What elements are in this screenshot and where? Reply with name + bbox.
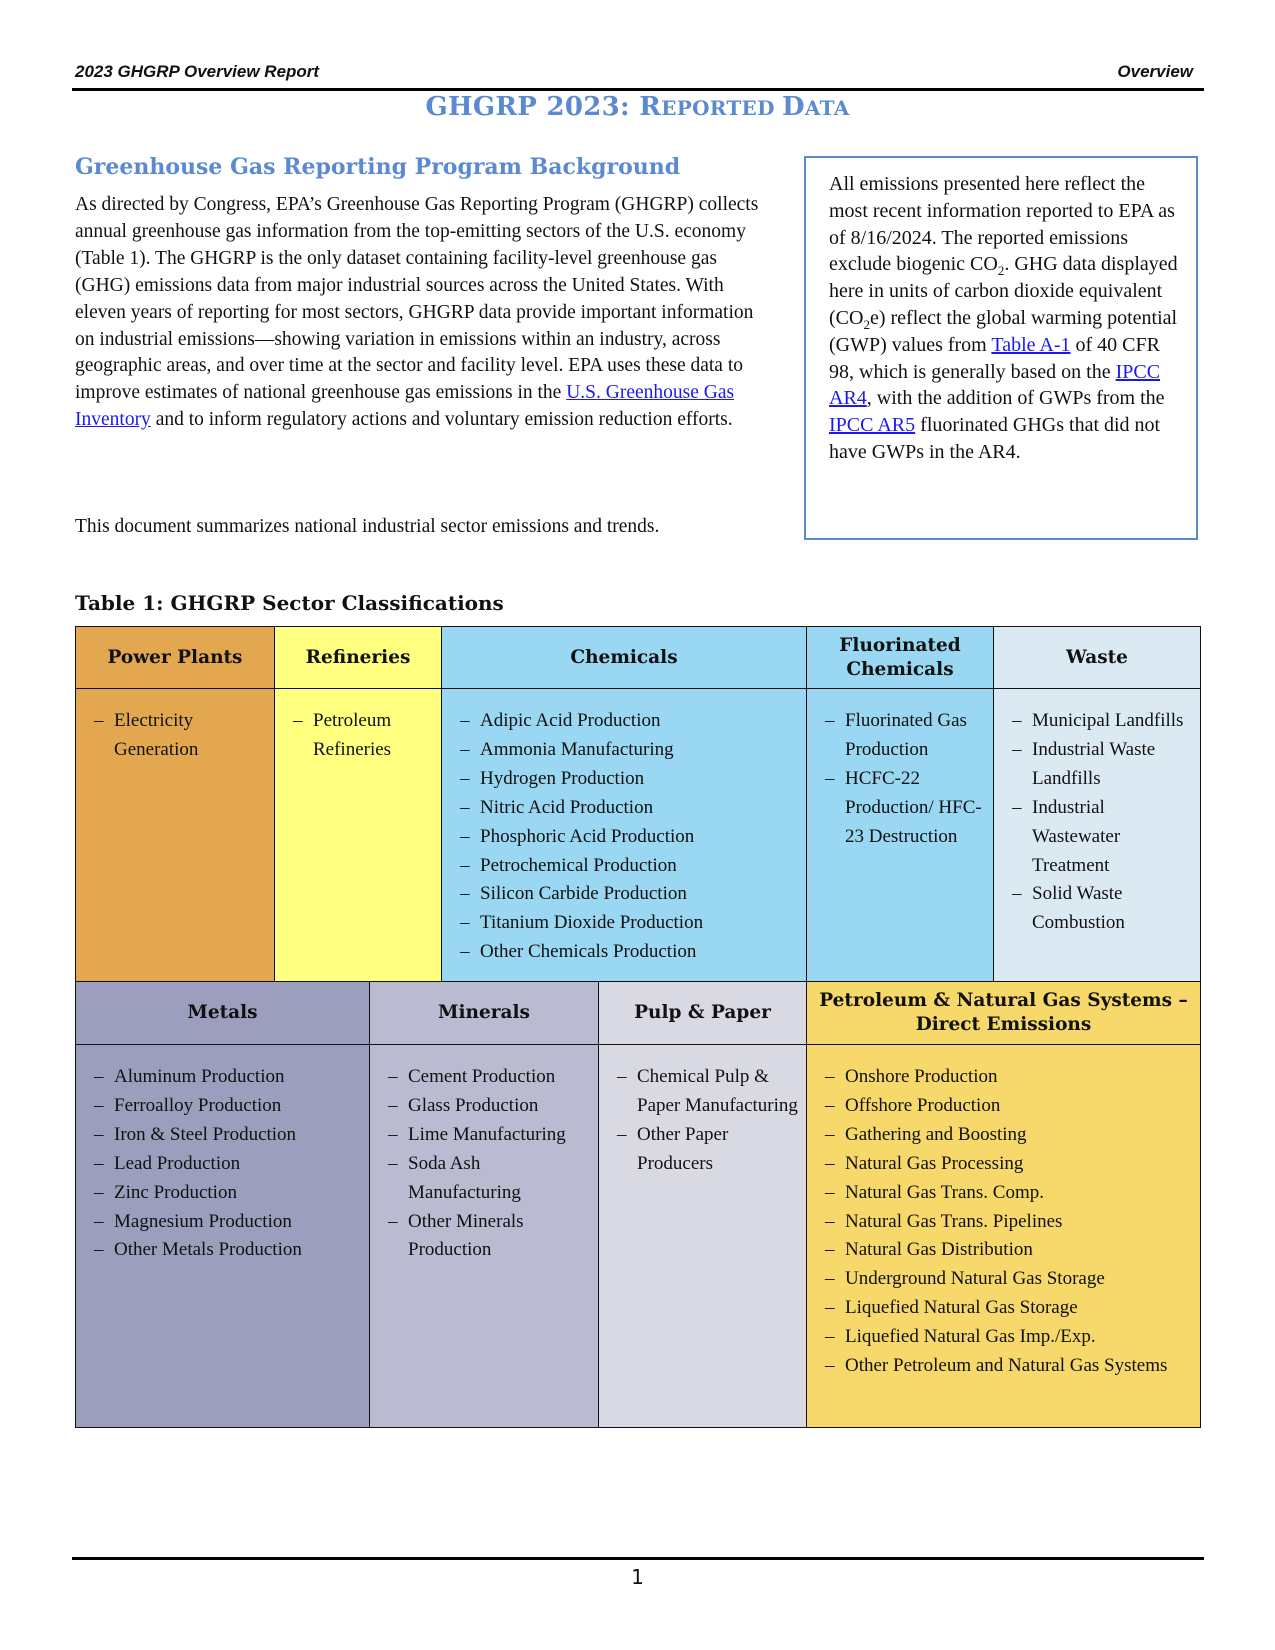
- subsector-item: – Zinc Production: [76, 1179, 363, 1208]
- sector-header-fluorinated: Fluorinated Chemicals: [806, 626, 994, 689]
- summary-paragraph: [75, 514, 775, 541]
- sector-body-metals: [75, 1044, 370, 1428]
- subsector-item: – Other Paper Producers: [599, 1121, 800, 1179]
- subsector-item: – Fluorinated Gas Production: [807, 707, 987, 765]
- ghg-inventory-link[interactable]: U.S. Greenhouse Gas Inventory: [75, 382, 735, 431]
- title-cap-r: R: [639, 92, 662, 122]
- page-number: 1: [631, 1565, 644, 1589]
- table-caption: Table 1: GHGRP Sector Classifications: [75, 591, 504, 615]
- subsector-list: [76, 1045, 369, 1265]
- subsector-item: – Lime Manufacturing: [370, 1121, 592, 1150]
- subsector-item: – Soda Ash Manufacturing: [370, 1150, 592, 1208]
- subsector-item: – Chemical Pulp & Paper Manufacturing: [599, 1063, 800, 1121]
- header-rule: [72, 88, 1204, 91]
- page-title: [0, 92, 1275, 122]
- subsector-item: – Onshore Production: [807, 1063, 1194, 1092]
- subsector-item: – Underground Natural Gas Storage: [807, 1265, 1194, 1294]
- subsector-item: – Electricity Generation: [76, 707, 268, 765]
- subsector-item: – Silicon Carbide Production: [442, 880, 800, 909]
- subsector-item: – Lead Production: [76, 1150, 363, 1179]
- subsector-item: – Liquefied Natural Gas Storage: [807, 1294, 1194, 1323]
- subsector-item: – Natural Gas Distribution: [807, 1236, 1194, 1265]
- title-smallcaps-1: EPORTED: [661, 96, 783, 120]
- subsector-item: – Solid Waste Combustion: [994, 880, 1194, 938]
- paragraph-text: This document summarizes national industrial sector emissions and trends.: [75, 516, 660, 537]
- sector-body-waste: [993, 688, 1201, 982]
- subsector-list: [807, 689, 993, 852]
- subsector-item: – Petroleum Refineries: [275, 707, 435, 765]
- subscript: 2: [863, 316, 870, 332]
- subsector-item: – Hydrogen Production: [442, 765, 800, 794]
- sector-header-minerals: Minerals: [369, 981, 599, 1045]
- subsector-item: – Natural Gas Trans. Comp.: [807, 1179, 1194, 1208]
- subsector-item: – Glass Production: [370, 1092, 592, 1121]
- sector-header-pulp: Pulp & Paper: [598, 981, 807, 1045]
- data-note-box: [804, 156, 1198, 540]
- subsector-item: – Other Minerals Production: [370, 1208, 592, 1266]
- note-text: All emissions presented here reflect the most recent information reported to EPA as of 8/16/2024. The reported emissions exclude biogenic CO: [829, 173, 1175, 276]
- sector-body-chemicals: [441, 688, 807, 982]
- subsector-list: [275, 689, 441, 765]
- subsector-list: [76, 689, 274, 765]
- background-paragraph: [75, 192, 775, 434]
- subsector-list: [994, 689, 1200, 938]
- subsector-item: – Offshore Production: [807, 1092, 1194, 1121]
- note-text: of 40 CFR 98, which is generally based on the: [829, 333, 1160, 383]
- sector-header-refineries: Refineries: [274, 626, 442, 689]
- subsector-item: – Ferroalloy Production: [76, 1092, 363, 1121]
- subsector-item: – Natural Gas Processing: [807, 1150, 1194, 1179]
- note-text: e) reflect the global warming potential (GWP) values from: [829, 306, 1178, 356]
- subscript: 2: [997, 263, 1005, 279]
- sector-body-fluorinated: [806, 688, 994, 982]
- subsector-item: – Aluminum Production: [76, 1063, 363, 1092]
- sector-body-refineries: [274, 688, 442, 982]
- sector-body-power: [75, 688, 275, 982]
- subsector-list: [442, 689, 806, 967]
- ipcc-ar4-link[interactable]: IPCC AR4: [829, 360, 1161, 410]
- subsector-item: – Magnesium Production: [76, 1208, 363, 1237]
- subsector-item: – Cement Production: [370, 1063, 592, 1092]
- subsector-list: [599, 1045, 806, 1179]
- subsector-item: – Natural Gas Trans. Pipelines: [807, 1208, 1194, 1237]
- subsector-list: [370, 1045, 598, 1265]
- note-text: , with the addition of GWPs from the: [866, 387, 1165, 410]
- subsector-item: – Titanium Dioxide Production: [442, 909, 800, 938]
- subsector-item: – Municipal Landfills: [994, 707, 1194, 736]
- title-cap-d: D: [782, 92, 805, 122]
- sector-body-minerals: [369, 1044, 599, 1428]
- report-name: 2023 GHGRP Overview Report: [75, 62, 320, 81]
- subsector-item: – Adipic Acid Production: [442, 707, 800, 736]
- section-heading: Greenhouse Gas Reporting Program Background: [75, 154, 681, 180]
- paragraph-text: As directed by Congress, EPA’s Greenhouse Gas Reporting Program (GHGRP) collects annual greenhouse gas information from the top-emitting sectors of the U.S. economy (Table 1). The GHGRP is the only dataset containing facility-level greenhouse gas (GHG) emissions data from major industrial sources across the United States. With eleven years of reporting for most sectors, GHGRP data provide important information on industrial emissions—showing variation in emissions within an industry, across geographic areas, and over time at the sector and facility level. EPA uses these data to improve estimates of national greenhouse gas emissions in the: [75, 194, 759, 404]
- title-prefix: GHGRP 2023:: [425, 92, 640, 122]
- subsector-item: – Nitric Acid Production: [442, 794, 800, 823]
- table-a1-link[interactable]: Table A-1: [991, 333, 1071, 356]
- subsector-item: – Ammonia Manufacturing: [442, 736, 800, 765]
- note-text: . GHG data displayed here in units of carbon dioxide equivalent (CO: [829, 253, 1178, 329]
- subsector-list: [807, 1045, 1200, 1381]
- subsector-item: – Other Petroleum and Natural Gas Systems: [807, 1352, 1194, 1381]
- subsector-item: – Phosphoric Acid Production: [442, 823, 800, 852]
- title-smallcaps-2: ATA: [804, 96, 850, 120]
- sector-header-petroleum: Petroleum & Natural Gas Systems – Direct Emissions: [806, 981, 1201, 1045]
- subsector-item: – Industrial Wastewater Treatment: [994, 794, 1194, 881]
- subsector-item: – Other Metals Production: [76, 1236, 363, 1265]
- sector-body-pulp: [598, 1044, 807, 1428]
- note-text: fluorinated GHGs that did not have GWPs in the AR4.: [829, 414, 1161, 463]
- subsector-item: – Iron & Steel Production: [76, 1121, 363, 1150]
- paragraph-text: and to inform regulatory actions and voluntary emission reduction efforts.: [150, 409, 733, 431]
- sector-body-petroleum: [806, 1044, 1201, 1428]
- subsector-item: – HCFC-22 Production/ HFC-23 Destruction: [807, 765, 987, 852]
- footer-rule: [72, 1557, 1204, 1560]
- subsector-item: – Other Chemicals Production: [442, 938, 800, 967]
- sector-header-power: Power Plants: [75, 626, 275, 689]
- sector-header-waste: Waste: [993, 626, 1201, 689]
- subsector-item: – Gathering and Boosting: [807, 1121, 1194, 1150]
- running-header: [75, 58, 1203, 86]
- subsector-item: – Petrochemical Production: [442, 852, 800, 881]
- sector-header-chemicals: Chemicals: [441, 626, 807, 689]
- subsector-item: – Industrial Waste Landfills: [994, 736, 1194, 794]
- sector-header-metals: Metals: [75, 981, 370, 1045]
- ipcc-ar5-link[interactable]: IPCC AR5: [829, 414, 916, 437]
- section-name: Overview: [1117, 62, 1193, 81]
- subsector-item: – Liquefied Natural Gas Imp./Exp.: [807, 1323, 1194, 1352]
